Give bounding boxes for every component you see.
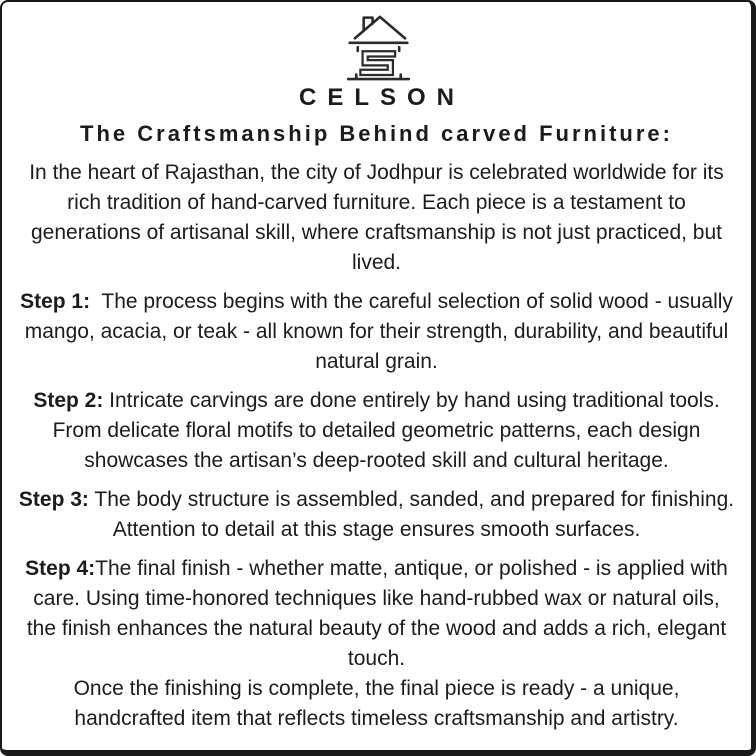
step-4-paragraph: [18, 554, 735, 674]
step-1-paragraph: [18, 287, 739, 377]
page-title: The Craftsmanship Behind carved Furniture:: [80, 121, 673, 146]
step-2-text: Intricate carvings are done entirely by hand using traditional tools. From delicate floral motifs to detailed geometric patterns, each design showcases the artisan’s deep-rooted skill and cultural heritage.: [52, 389, 726, 472]
step-2-label: Step 2:: [33, 389, 104, 412]
closing-paragraph: Once the finishing is complete, the final piece is ready - a unique, handcrafted item that reflects timeless craftsmanship and artistry.: [73, 677, 686, 730]
step-1-text: The process begins with the careful selection of solid wood - usually mango, acacia, or teak - all known for their strength, durability, and beautiful natural grain.: [24, 290, 739, 373]
intro-paragraph: In the heart of Rajasthan, the city of Jodhpur is celebrated worldwide for its rich tradition of hand-carved furniture. Each piece is a testament to generations of artisanal skill, where craftsmanship is not just practiced, but lived.: [29, 161, 730, 274]
step-4-label: Step 4:: [25, 557, 96, 580]
step-3-paragraph: [18, 485, 739, 545]
brand-logo: [334, 8, 420, 82]
step-3-text: The body structure is assembled, sanded, and prepared for finishing. Attention to detail at this stage ensures smooth surfaces.: [88, 488, 739, 541]
step-1-label: Step 1:: [20, 290, 91, 313]
step-2-paragraph: [18, 386, 735, 476]
brand-name: CELSON: [298, 84, 465, 111]
step-3-label: Step 3:: [18, 488, 89, 511]
step-4-text: The final finish - whether matte, antique, or polished - is applied with care. Using time-honored techniques like hand-rubbed wax or natural oils, the finish enhances the natural beauty of the wood and adds a rich, elegant touch.: [26, 557, 734, 670]
house-s-logo-icon: [334, 8, 420, 82]
